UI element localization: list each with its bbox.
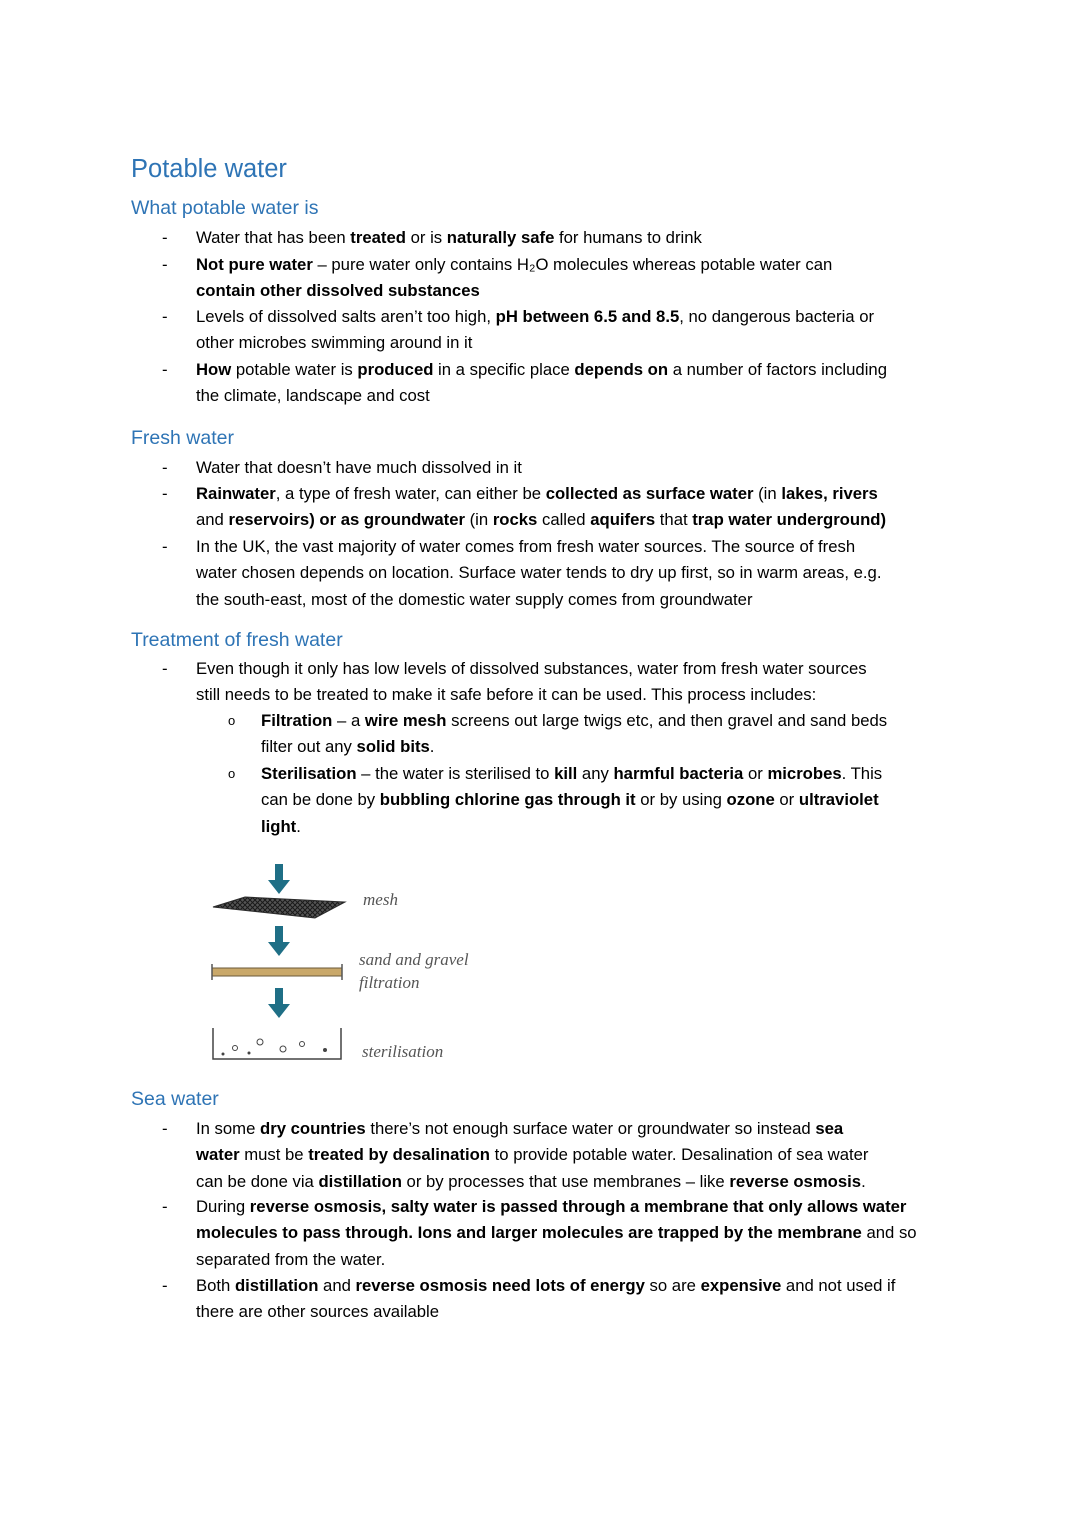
- list-item: [196, 1273, 961, 1326]
- dash-bullet-icon: -: [162, 537, 168, 556]
- bold-text: Filtration: [261, 711, 333, 730]
- bold-text: bubbling chlorine gas through it: [379, 790, 636, 810]
- text-run: Water that doesn’t have much dissolved in it: [196, 458, 522, 477]
- text-run: or by processes that use membranes – like: [401, 1171, 730, 1191]
- text-run: that: [655, 510, 693, 530]
- heading-treatment: Treatment of fresh water: [131, 629, 343, 651]
- bold-text: ultraviolet: [798, 790, 879, 810]
- text-run: or by using: [635, 790, 727, 810]
- list-item: [196, 1116, 961, 1195]
- bold-text: expensive: [700, 1276, 782, 1295]
- text-run: or: [774, 790, 799, 810]
- list-item: [196, 357, 961, 410]
- text-run: In some: [196, 1119, 260, 1138]
- heading-what-potable-water-is: What potable water is: [131, 197, 319, 219]
- text-line: [196, 1169, 961, 1195]
- text-run: Both: [196, 1276, 235, 1295]
- bold-text: treated: [350, 228, 406, 247]
- bold-text: collected as surface water: [545, 484, 754, 503]
- text-run: and: [196, 510, 229, 530]
- text-run: any: [577, 764, 614, 783]
- dash-bullet-icon: -: [162, 458, 168, 477]
- bold-text: water: [196, 1145, 240, 1165]
- page-title: Potable water: [131, 155, 287, 183]
- text-run: During: [196, 1197, 250, 1216]
- list-item: [196, 252, 961, 305]
- caption-sterilisation: sterilisation: [362, 1042, 444, 1061]
- bold-text: sea: [815, 1119, 844, 1138]
- text-run: separated from the water.: [196, 1249, 386, 1269]
- text-line: [261, 761, 961, 787]
- text-line: [196, 304, 961, 330]
- text-line: [196, 1142, 961, 1168]
- bold-text: wire mesh: [364, 711, 447, 730]
- bold-text: distillation: [234, 1276, 319, 1295]
- list-item: [196, 225, 961, 251]
- text-line: [196, 1116, 961, 1142]
- bold-text: naturally safe: [446, 228, 555, 247]
- bold-text: rocks: [492, 510, 538, 530]
- list-item: [196, 481, 961, 534]
- heading-fresh-water: Fresh water: [131, 427, 234, 449]
- dash-bullet-icon: -: [162, 255, 168, 274]
- circle-bullet-icon: o: [228, 766, 236, 781]
- text-line: [196, 587, 961, 613]
- bold-text: depends on: [574, 360, 669, 379]
- text-run: Water that has been: [196, 228, 351, 247]
- bold-text: kill: [554, 764, 578, 783]
- sub-list-item: [261, 761, 961, 840]
- text-line: [196, 252, 961, 278]
- text-line: [196, 278, 961, 304]
- text-run: water chosen depends on location. Surface water tends to dry up first, so in warm areas, e.g.: [196, 563, 882, 583]
- dash-bullet-icon: -: [162, 307, 168, 326]
- text-run: so are: [644, 1276, 701, 1295]
- text-line: [196, 481, 961, 507]
- list-item: [196, 656, 961, 709]
- text-run: (in: [753, 484, 782, 503]
- text-line: [196, 1220, 961, 1246]
- text-line: [196, 1194, 961, 1220]
- bold-text: Sterilisation: [261, 764, 357, 783]
- bold-text: produced: [357, 360, 434, 379]
- down-arrow-icon: [268, 864, 290, 894]
- text-line: [196, 1247, 961, 1273]
- text-run: or is: [405, 228, 447, 247]
- dash-bullet-icon: -: [162, 1119, 168, 1138]
- text-run: and: [318, 1276, 356, 1295]
- text-run: , a type of fresh water, can either be: [275, 484, 546, 503]
- text-run: and so: [861, 1223, 917, 1243]
- text-run: there’s not enough surface water or groundwater so instead: [365, 1119, 816, 1138]
- text-run: Even though it only has low levels of dissolved substances, water from fresh water sources: [196, 659, 867, 678]
- bold-text: lakes, rivers: [781, 484, 878, 503]
- bold-text: How: [196, 360, 232, 379]
- text-run: . This: [841, 764, 883, 783]
- caption-filtration: filtration: [359, 973, 420, 992]
- text-line: [196, 455, 961, 481]
- text-line: [196, 656, 961, 682]
- treatment-diagram-drawing: [205, 860, 355, 1070]
- text-run: screens out large twigs etc, and then gravel and sand beds: [446, 711, 888, 730]
- list-item: [196, 304, 961, 357]
- text-line: [196, 330, 961, 356]
- down-arrow-icon: [268, 988, 290, 1018]
- text-run: – pure water only contains H₂O molecules whereas potable water can: [312, 255, 833, 274]
- sand-gravel-layer: [212, 964, 342, 980]
- mesh-layer: [213, 897, 345, 918]
- text-run: other microbes swimming around in it: [196, 333, 473, 353]
- dash-bullet-icon: -: [162, 1276, 168, 1295]
- text-run: a number of factors including: [668, 360, 887, 379]
- sub-list-item: [261, 708, 961, 761]
- text-run: to provide potable water. Desalination of sea water: [490, 1145, 869, 1165]
- heading-sea-water: Sea water: [131, 1088, 219, 1110]
- bold-text: distillation: [318, 1171, 402, 1191]
- text-run: (in: [464, 510, 493, 530]
- list-item: [196, 455, 961, 481]
- bold-text: pH between 6.5 and 8.5: [495, 307, 680, 326]
- text-line: [196, 682, 961, 708]
- bold-text: reservoirs) or as groundwater: [228, 510, 465, 530]
- bold-text: treated by desalination: [308, 1145, 490, 1165]
- text-run: potable water is: [231, 360, 358, 379]
- bold-text: Not pure water: [196, 255, 313, 274]
- text-line: [196, 507, 961, 533]
- list-item: [196, 1194, 961, 1273]
- circle-bullet-icon: o: [228, 713, 236, 728]
- text-line: [196, 357, 961, 383]
- bold-text: light: [261, 816, 297, 836]
- text-line: [261, 708, 961, 734]
- text-line: [196, 1273, 961, 1299]
- bold-text: dry countries: [260, 1119, 366, 1138]
- text-run: .: [296, 816, 301, 836]
- bold-text: reverse osmosis, salty water is passed through a membrane that only allows water: [249, 1197, 907, 1216]
- bold-text: reverse osmosis: [729, 1171, 862, 1191]
- caption-mesh: mesh: [363, 890, 398, 909]
- bold-text: ozone: [726, 790, 775, 810]
- bold-text: harmful bacteria: [613, 764, 744, 783]
- bold-text: trap water underground): [692, 510, 887, 530]
- text-line: [196, 225, 961, 251]
- bold-text: Rainwater: [196, 484, 276, 503]
- bold-text: solid bits: [356, 737, 430, 757]
- dash-bullet-icon: -: [162, 1197, 168, 1216]
- text-run: can be done by: [261, 790, 380, 810]
- text-line: [261, 814, 961, 840]
- text-run: the south-east, most of the domestic water supply comes from groundwater: [196, 589, 753, 609]
- text-run: In the UK, the vast majority of water comes from fresh water sources. The source of fresh: [196, 537, 856, 556]
- text-line: [196, 383, 961, 409]
- text-line: [196, 1299, 961, 1325]
- text-run: Levels of dissolved salts aren’t too high,: [196, 307, 496, 326]
- bold-text: molecules to pass through. Ions and larger molecules are trapped by the membrane: [196, 1223, 862, 1243]
- text-run: the climate, landscape and cost: [196, 386, 430, 406]
- text-run: for humans to drink: [554, 228, 702, 247]
- bold-text: microbes: [767, 764, 842, 783]
- text-run: in a specific place: [433, 360, 575, 379]
- text-run: filter out any: [261, 737, 357, 757]
- caption-sand-gravel: sand and gravel: [359, 950, 469, 969]
- text-run: – the water is sterilised to: [356, 764, 555, 783]
- text-run: or: [743, 764, 768, 783]
- dash-bullet-icon: -: [162, 659, 168, 678]
- bold-text: aquifers: [590, 510, 656, 530]
- text-line: [261, 787, 961, 813]
- down-arrow-icon: [268, 926, 290, 956]
- text-run: called: [537, 510, 591, 530]
- bold-text: contain other dissolved substances: [196, 281, 480, 301]
- text-line: [261, 734, 961, 760]
- text-run: , no dangerous bacteria or: [679, 307, 875, 326]
- text-run: and not used if: [781, 1276, 896, 1295]
- text-run: .: [429, 737, 435, 757]
- text-run: must be: [239, 1145, 309, 1165]
- text-line: [196, 560, 961, 586]
- text-run: .: [861, 1171, 866, 1191]
- dash-bullet-icon: -: [162, 228, 168, 247]
- text-line: [196, 534, 961, 560]
- sterilisation-tank: [213, 1028, 341, 1059]
- dash-bullet-icon: -: [162, 360, 168, 379]
- text-run: still needs to be treated to make it safe before it can be used. This process includes:: [196, 685, 817, 705]
- text-run: – a: [332, 711, 365, 730]
- dash-bullet-icon: -: [162, 484, 168, 503]
- bold-text: reverse osmosis need lots of energy: [355, 1276, 645, 1295]
- text-run: there are other sources available: [196, 1302, 440, 1322]
- text-run: can be done via: [196, 1171, 319, 1191]
- list-item: [196, 534, 961, 613]
